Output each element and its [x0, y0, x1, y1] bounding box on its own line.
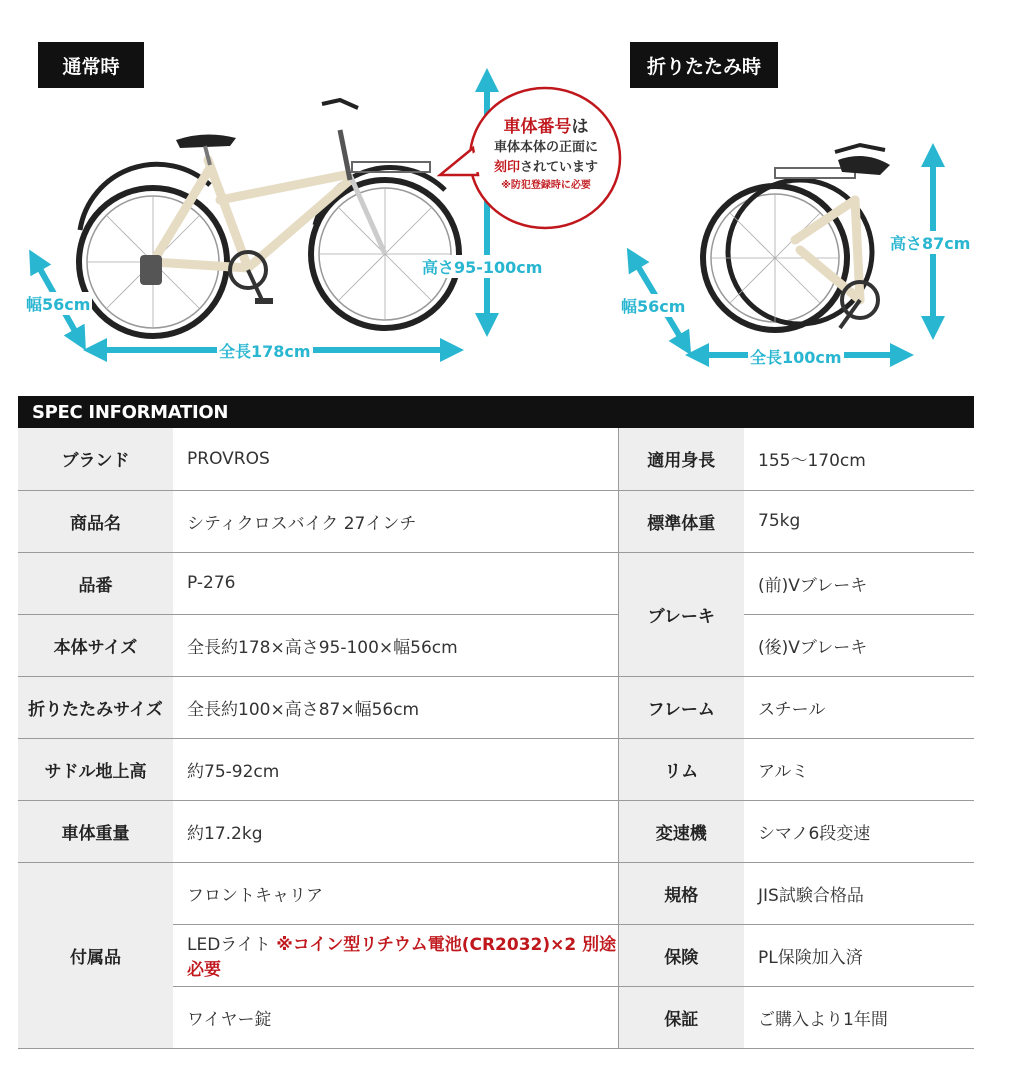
spec-key: 変速機: [618, 800, 744, 862]
table-row: [18, 738, 974, 800]
spec-key: 保険: [618, 924, 744, 986]
table-row: [18, 490, 974, 552]
spec-information-header: SPEC INFORMATION: [18, 396, 974, 428]
battery-warning: ※コイン型リチウム電池(CR2032)×2 別途必要: [187, 935, 617, 980]
spec-value: フロントキャリア: [173, 862, 618, 924]
frame-number-note: [474, 116, 618, 194]
spec-value: PL保険加入済: [744, 924, 974, 986]
frame-number-label: 車体番号: [503, 117, 572, 137]
frame-number-engraved-suffix: されています: [520, 160, 599, 175]
spec-value: [173, 924, 618, 986]
spec-value: 全長約100×高さ87×幅56cm: [173, 676, 618, 738]
spec-value: 75kg: [744, 490, 974, 552]
spec-value: (前)Vブレーキ: [744, 552, 974, 614]
table-row: [18, 428, 974, 490]
spec-key: 商品名: [18, 490, 173, 552]
folded-length-label: 全長100cm: [748, 345, 844, 368]
table-row: [18, 614, 974, 676]
spec-key: ブレーキ: [618, 552, 744, 676]
spec-key: リム: [618, 738, 744, 800]
spec-key: 品番: [18, 552, 173, 614]
table-row: [18, 552, 974, 614]
spec-key: 付属品: [18, 862, 173, 1048]
spec-value: 155〜170cm: [744, 428, 974, 490]
normal-width-label: 幅56cm: [24, 292, 92, 315]
spec-value: ワイヤー錠: [173, 986, 618, 1048]
folded-height-label: 高さ87cm: [888, 231, 972, 254]
normal-height-label: 高さ95-100cm: [420, 255, 544, 278]
spec-key: 本体サイズ: [18, 614, 173, 676]
folded-width-label: 幅56cm: [619, 294, 687, 317]
spec-key: フレーム: [618, 676, 744, 738]
frame-number-suffix: は: [571, 117, 589, 137]
spec-table: [18, 428, 974, 1049]
spec-value: PROVROS: [173, 428, 618, 490]
spec-value: P-276: [173, 552, 618, 614]
bike-illustration: [0, 0, 1014, 390]
spec-value: (後)Vブレーキ: [744, 614, 974, 676]
spec-value: 全長約178×高さ95-100×幅56cm: [173, 614, 618, 676]
spec-value: シマノ6段変速: [744, 800, 974, 862]
spec-value: アルミ: [744, 738, 974, 800]
spec-key: 保証: [618, 986, 744, 1048]
spec-value: 約17.2kg: [173, 800, 618, 862]
registration-note: ※防犯登録時に必要: [501, 180, 591, 191]
table-row: [18, 676, 974, 738]
normal-bike-image: [79, 100, 459, 336]
spec-value: JIS試験合格品: [744, 862, 974, 924]
spec-key: 車体重量: [18, 800, 173, 862]
frame-number-engraved: 刻印: [493, 160, 520, 175]
spec-key: 標準体重: [618, 490, 744, 552]
spec-key: ブランド: [18, 428, 173, 490]
led-light-label: LEDライト: [187, 935, 277, 955]
spec-key: 適用身長: [618, 428, 744, 490]
spec-value: 約75-92cm: [173, 738, 618, 800]
spec-value: ご購入より1年間: [744, 986, 974, 1048]
spec-key: 規格: [618, 862, 744, 924]
normal-state-label: 通常時: [38, 42, 144, 88]
spec-key: 折りたたみサイズ: [18, 676, 173, 738]
spec-key: サドル地上高: [18, 738, 173, 800]
table-row: [18, 800, 974, 862]
folded-state-label: 折りたたみ時: [630, 42, 778, 88]
spec-value: スチール: [744, 676, 974, 738]
spec-value: シティクロスバイク 27インチ: [173, 490, 618, 552]
table-row: [18, 862, 974, 924]
folded-bike-image: [703, 145, 890, 330]
normal-length-label: 全長178cm: [217, 339, 313, 362]
frame-number-location: 車体本体の正面に: [493, 140, 598, 155]
